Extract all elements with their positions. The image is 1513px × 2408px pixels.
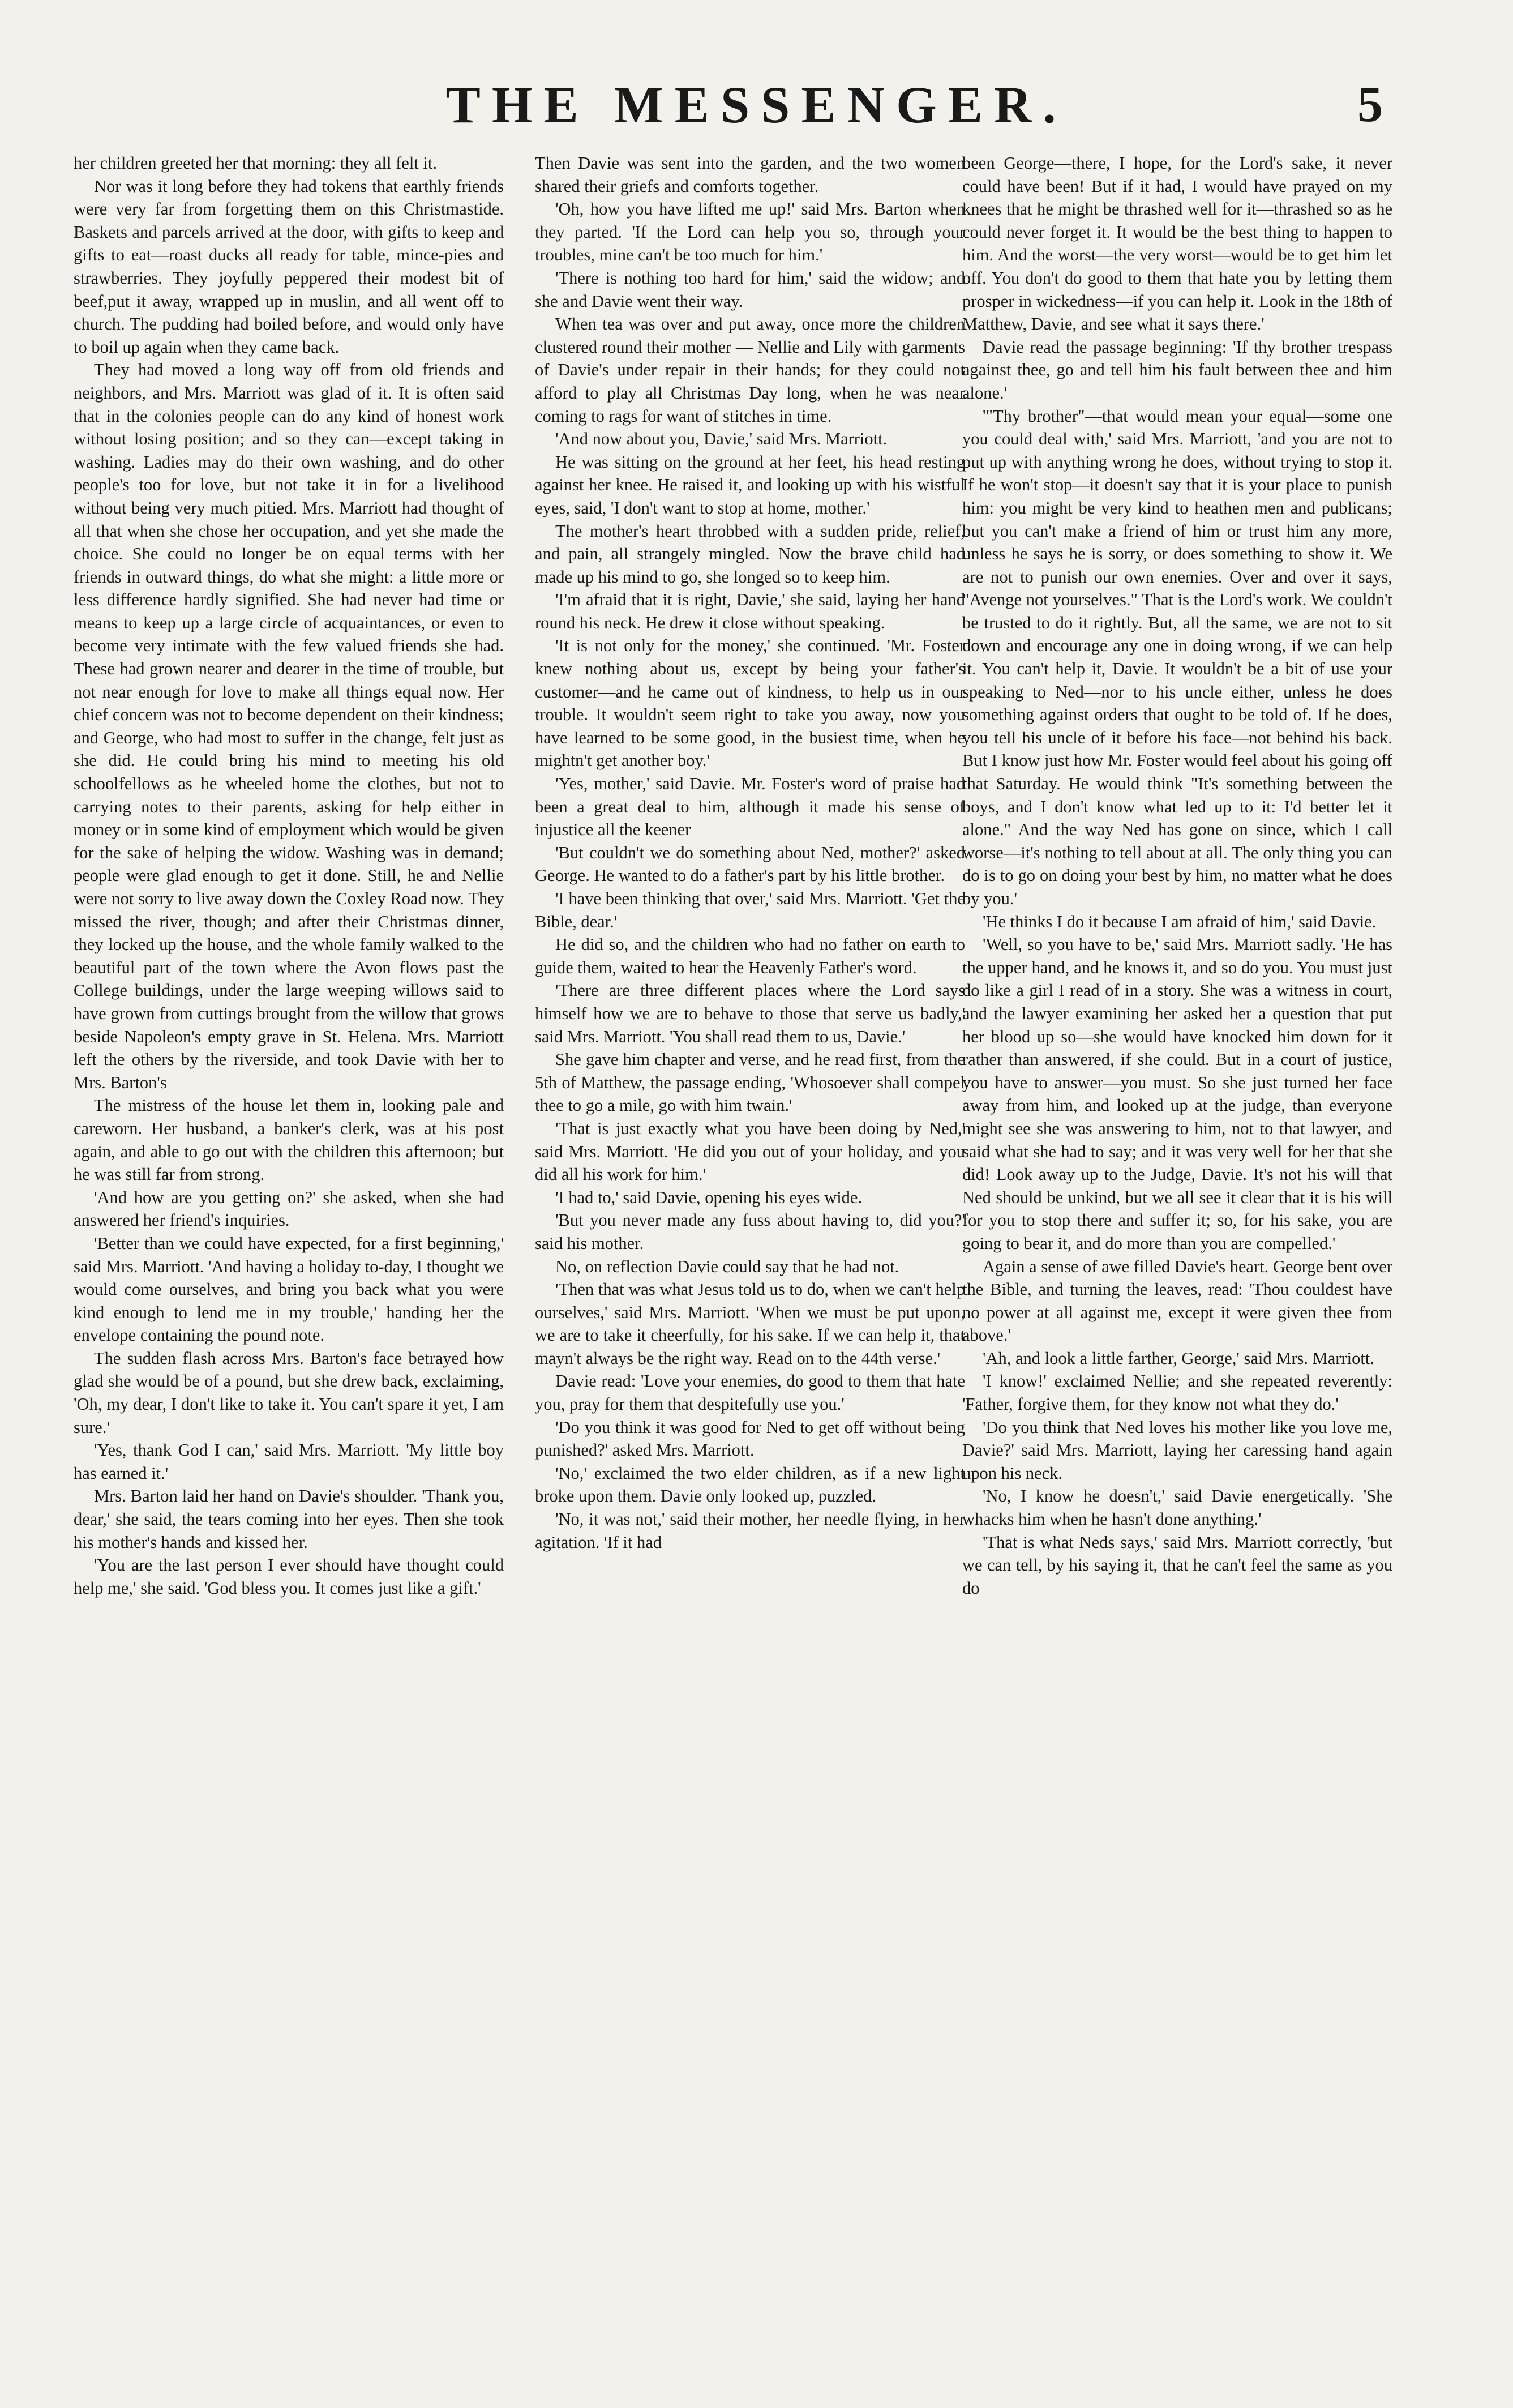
paragraph: The mistress of the house let them in, looking pale and careworn. Her husband, a banker's clerk, was at his post again, and able to go out with the children this afternoon; but he was still far from strong. — [74, 1096, 504, 1184]
paragraph: He did so, and the children who had no father on earth to guide them, waited to hear the Heavenly Father's word. — [535, 935, 965, 977]
paragraph: 'He thinks I do it because I am afraid of him,' said Davie. — [983, 912, 1377, 931]
paragraph: The sudden flash across Mrs. Barton's face betrayed how glad she would be of a pound, but she drew back, exclaiming, 'Oh, my dear, I don't like to take it. You can't spare it yet, I am sure.' — [74, 1348, 504, 1437]
paragraph: been George—there, I hope, for the Lord's sake, it never could have been! But if it had, I would have prayed on my knees that he might be thrashed well for it—thrashed so as he could never forget it. It would be the best thing to happen to him. And the worst—the very worst—would be to get him let off. You don't do good to them that hate you by letting them prosper in wickedness—if you can help it. Look in the 18th of Matthew, Davie, and see what it says there.' — [962, 153, 1392, 334]
paragraph: She gave him chapter and verse, and he read first, from the 5th of Matthew, the passage ending, 'Whosoever shall compel thee to go a mile, go with him twain.' — [535, 1050, 965, 1115]
paragraph: They had moved a long way off from old friends and neighbors, and Mrs. Marriott was glad of it. It is often said that in the colonies people can do any kind of honest work without losing position; and so they can—except taking in washing. Ladies may do their own washing, and do other people's too for love, but not take it in for a livelihood without being very much pitied. Mrs. Marriott had thought of all that when she chose her occupation, and yet she made the choice. She could no longer be on equal terms with her friends in outward things, do what she might: a little more or less difference hardly signified. She had never had time or means to keep up a large circle of acquaintances, or even to become very intimate with the few valued friends she had. These had grown nearer and dearer in the time of trouble, but not near enough for love to make all things equal now. Her chief concern was not to become dependent on their kindness; and George, who had most to suffer in the change, felt just as she did. He could bring his mind to meeting his old schoolfellows as he wheeled home the clothes, but not to carrying notes to their parents, asking for help either in money or in some kind of employment which would be given for the sake of helping the widow. Washing was in demand; people were glad enough to get it done. Still, he and Nellie were not sorry to live away down the Coxley Road now. They missed the river, though; and after their Christmas dinner, they locked up the house, and the whole family walked to the beautiful part of the town where the Avon flows past the College buildings, under the large weeping willows said to have grown from cuttings brought from the willow that grows beside Napoleon's empty grave in St. Helena. Mrs. Marriott left the others by the riverside, and took Davie with her to Mrs. Barton's — [74, 360, 504, 1092]
paragraph: 'That is what Neds says,' said Mrs. Marriott correctly, 'but we can tell, by his saying it, that he can't feel the same as you do — [962, 1532, 1392, 1598]
paragraph: Davie read the passage beginning: 'If thy brother trespass against thee, go and tell him his fault between thee and him alone.' — [962, 337, 1392, 403]
paragraph: 'Then that was what Jesus told us to do, when we can't help ourselves,' said Mrs. Marriott. 'When we must be put upon, we are to take it cheerfully, for his sake. If we can help it, that mayn't always be the right way. Read on to the 44th verse.' — [535, 1280, 965, 1368]
text-column-3 — [962, 152, 1392, 2377]
page-number: 5 — [1357, 76, 1383, 132]
paragraph: When tea was over and put away, once more the children clustered round their mother — Nellie and Lily with garments of Davie's under repair in their hands; for they could not afford to play all Christmas Day long, when he was near coming to rags for want of stitches in time. — [535, 314, 965, 426]
publication-title: THE MESSENGER. — [445, 76, 1068, 134]
paragraph: 'Do you think it was good for Ned to get off without being punished?' asked Mrs. Marriott. — [535, 1417, 965, 1460]
paragraph: 'No,' exclaimed the two elder children, as if a new light broke upon them. Davie only looked up, puzzled. — [535, 1463, 965, 1506]
paragraph: her children greeted her that morning: they all felt it. — [74, 153, 437, 173]
paragraph: 'Oh, how you have lifted me up!' said Mrs. Barton when they parted. 'If the Lord can help you so, through your troubles, mine can't be too much for him.' — [535, 199, 965, 265]
paragraph: 'I have been thinking that over,' said Mrs. Marriott. 'Get the Bible, dear.' — [535, 889, 965, 931]
paragraph: 'You are the last person I ever should have thought could help me,' she said. 'God bless you. It comes just like a gift.' — [74, 1555, 504, 1598]
paragraph: 'And now about you, Davie,' said Mrs. Marriott. — [555, 429, 888, 449]
paragraph: Again a sense of awe filled Davie's heart. George bent over the Bible, and turning the leaves, read: 'Thou couldest have no power at all against me, except it were given thee from above.' — [962, 1256, 1392, 1345]
masthead — [0, 74, 1513, 136]
paragraph: 'Better than we could have expected, for a first beginning,' said Mrs. Marriott. 'And having a holiday to-day, I thought we would come ourselves, and bring you back what you were kind enough to lend me in my trouble,' handing her the envelope containing the pound note. — [74, 1233, 504, 1345]
paragraph: Nor was it long before they had tokens that earthly friends were very far from forgetting them on this Christmastide. Baskets and parcels arrived at the door, with gifts to keep and gifts to eat—roast ducks all ready for table, mince-pies and strawberries. They joyfully peppered their modest bit of beef,put it away, wrapped up in muslin, and all went off to church. The pudding had boiled before, and would only have to boil up again when they came back. — [74, 176, 504, 357]
paragraph: 'Ah, and look a little farther, George,' said Mrs. Marriott. — [983, 1348, 1374, 1368]
paragraph: 'But you never made any fuss about having to, did you?' said his mother. — [535, 1211, 965, 1253]
paragraph: 'No, I know he doesn't,' said Davie energetically. 'She whacks him when he hasn't done anything.' — [962, 1486, 1392, 1529]
paragraph: 'But couldn't we do something about Ned, mother?' asked George. He wanted to do a father's part by his little brother. — [535, 842, 965, 886]
paragraph: The mother's heart throbbed with a sudden pride, relief, and pain, all strangely mingled. Now the brave child had made up his mind to go, she longed so to keep him. — [535, 521, 965, 587]
paragraph: 'And how are you getting on?' she asked, when she had answered her friend's inquiries. — [74, 1187, 504, 1230]
paragraph: No, on reflection Davie could say that he had not. — [555, 1256, 899, 1276]
paragraph: Davie read: 'Love your enemies, do good to them that hate you, pray for them that despitefully use you.' — [535, 1371, 965, 1414]
paragraph: 'Yes, thank God I can,' said Mrs. Marriott. 'My little boy has earned it.' — [74, 1440, 504, 1483]
paragraph: He was sitting on the ground at her feet, his head resting against her knee. He raised it, and looking up with his wistful eyes, said, 'I don't want to stop at home, mother.' — [535, 452, 965, 517]
paragraph: 'Do you think that Ned loves his mother like you love me, Davie?' said Mrs. Marriott, laying her caressing hand again upon his neck. — [962, 1417, 1392, 1483]
paragraph: 'There is nothing too hard for him,' said the widow; and she and Davie went their way. — [535, 268, 965, 311]
paragraph: Mrs. Barton laid her hand on Davie's shoulder. 'Thank you, dear,' she said, the tears coming into her eyes. Then she took his mother's hands and kissed her. — [74, 1486, 504, 1552]
paragraph: 'I know!' exclaimed Nellie; and she repeated reverently: 'Father, forgive them, for they know not what they do.' — [962, 1371, 1392, 1414]
paragraph: Then Davie was sent into the garden, and the two women shared their griefs and comforts together. — [535, 153, 965, 196]
paragraph: 'It is not only for the money,' she continued. 'Mr. Foster knew nothing about us, except by being your father's customer—and he came out of kindness, to help us in our trouble. It wouldn't seem right to take you away, now you have learned to be some good, in the busiest time, when he mightn't get another boy.' — [535, 636, 965, 771]
paragraph: 'That is just exactly what you have been doing by Ned,' said Mrs. Marriott. 'He did you out of your holiday, and you did all his work for him.' — [535, 1118, 965, 1184]
text-column-1 — [74, 152, 504, 2377]
paragraph: '"Thy brother"—that would mean your equal—some one you could deal with,' said Mrs. Marriott, 'and you are not to put up with anything wrong he does, without trying to stop it. If he won't stop—it doesn't say that it is your place to punish him: you might be very kind to heathen men and publicans; but you can't make a friend of him or trust him any more, unless he says he is sorry, or does something to show it. We are not to punish our own enemies. Over and over it says, "Avenge not yourselves." That is the Lord's work. We couldn't be trusted to do it rightly. But, all the same, we are not to sit down and encourage any one in doing wrong, if we can help it. You can't help it, Davie. It wouldn't be a bit of use your speaking to Ned—nor to his uncle either, unless he does something against orders that ought to be told of. If he does, you tell his uncle of it before his face—not behind his back. But I know just how Mr. Foster would feel about his going off that Saturday. He would think "It's something between the boys, and I don't know what led up to it: I'd better let it alone." And the way Ned has gone on since, which I call worse—it's nothing to tell about at all. The only thing you can do is to go on doing your best by him, no matter what he does by you.' — [962, 406, 1392, 908]
paragraph: 'Yes, mother,' said Davie. Mr. Foster's word of praise had been a great deal to him, although it made his sense of injustice all the keener — [535, 774, 965, 840]
text-column-2 — [535, 152, 965, 2377]
paragraph: 'I had to,' said Davie, opening his eyes wide. — [555, 1187, 863, 1207]
paragraph: 'Well, so you have to be,' said Mrs. Marriott sadly. 'He has the upper hand, and he knows it, and so do you. You must just do like a girl I read of in a story. She was a witness in court, and the lawyer examining her asked her a question that put her blood up so—she would have knocked him down for it rather than answered, if she could. But in a court of justice, you have to answer—you must. So she just turned her face away from him, and looked up at the judge, than everyone might see she was answering to him, not to that lawyer, and said what she had to say; and it was very well for her that she did! Look away up to the Judge, Davie. It's not his will that Ned should be unkind, but we all see it clear that it is his will for you to stop there and suffer it; so, for his sake, you are going to bear it, and do more than you are compelled.' — [962, 935, 1392, 1253]
paragraph: 'There are three different places where the Lord says himself how we are to behave to those that serve us badly,' said Mrs. Marriott. 'You shall read them to us, Davie.' — [535, 981, 965, 1046]
paragraph: 'I'm afraid that it is right, Davie,' she said, laying her hand round his neck. He drew it close without speaking. — [535, 590, 965, 632]
paragraph: 'No, it was not,' said their mother, her needle flying, in her agitation. 'If it had — [535, 1509, 965, 1552]
